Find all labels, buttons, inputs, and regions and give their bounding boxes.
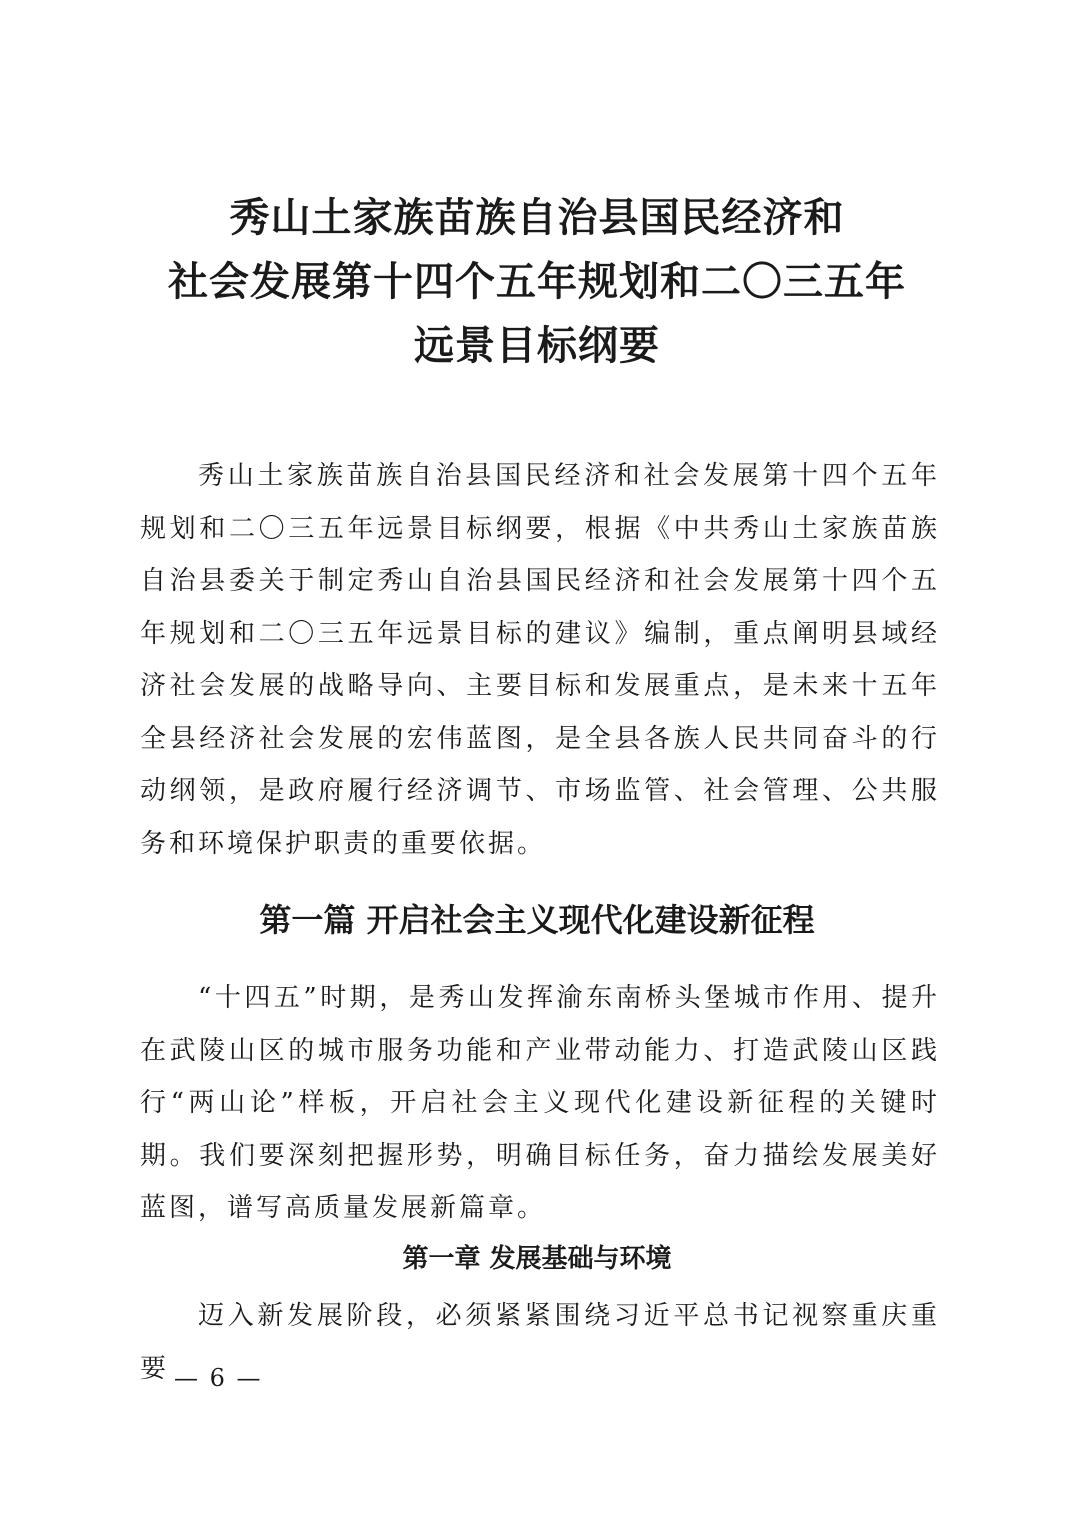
document-title [0, 186, 1074, 378]
chapter-paragraph: 迈入新发展阶段，必须紧紧围绕习近平总书记视察重庆重要 [140, 1301, 940, 1384]
title-line-1: 秀山土家族苗族自治县国民经济和 [229, 194, 845, 241]
title-line-2: 社会发展第十四个五年规划和二〇三五年 [168, 258, 906, 305]
page-number: — 6 — [174, 1364, 263, 1392]
chapter-heading: 第一章 发展基础与环境 [402, 1244, 672, 1274]
intro-paragraph: 秀山土家族苗族自治县国民经济和社会发展第十四个五年规划和二〇三五年远景目标纲要，根据《中共秀山土家族苗族自治县委关于制定秀山自治县国民经济和社会发展第十四个五年规划和二〇三五年远景目标的建议》编制，重点阐明县域经济社会发展的战略导向、主要目标和发展重点，是未来十五年全县经济社会发展的宏伟蓝图，是全县各族人民共同奋斗的行动纲领，是政府履行经济调节、市场监管、社会管理、公共服务和环境保护职责的重要依据。 [140, 461, 940, 859]
part-paragraph: “十四五”时期，是秀山发挥渝东南桥头堡城市作用、提升在武陵山区的城市服务功能和产业带动能力、打造武陵山区践行“两山论”样板，开启社会主义现代化建设新征程的关键时期。我们要深刻把握形势，明确目标任务，奋力描绘发展美好蓝图，谱写高质量发展新篇章。 [140, 983, 940, 1223]
part-heading: 第一篇 开启社会主义现代化建设新征程 [259, 901, 815, 939]
title-line-3: 远景目标纲要 [414, 322, 660, 369]
